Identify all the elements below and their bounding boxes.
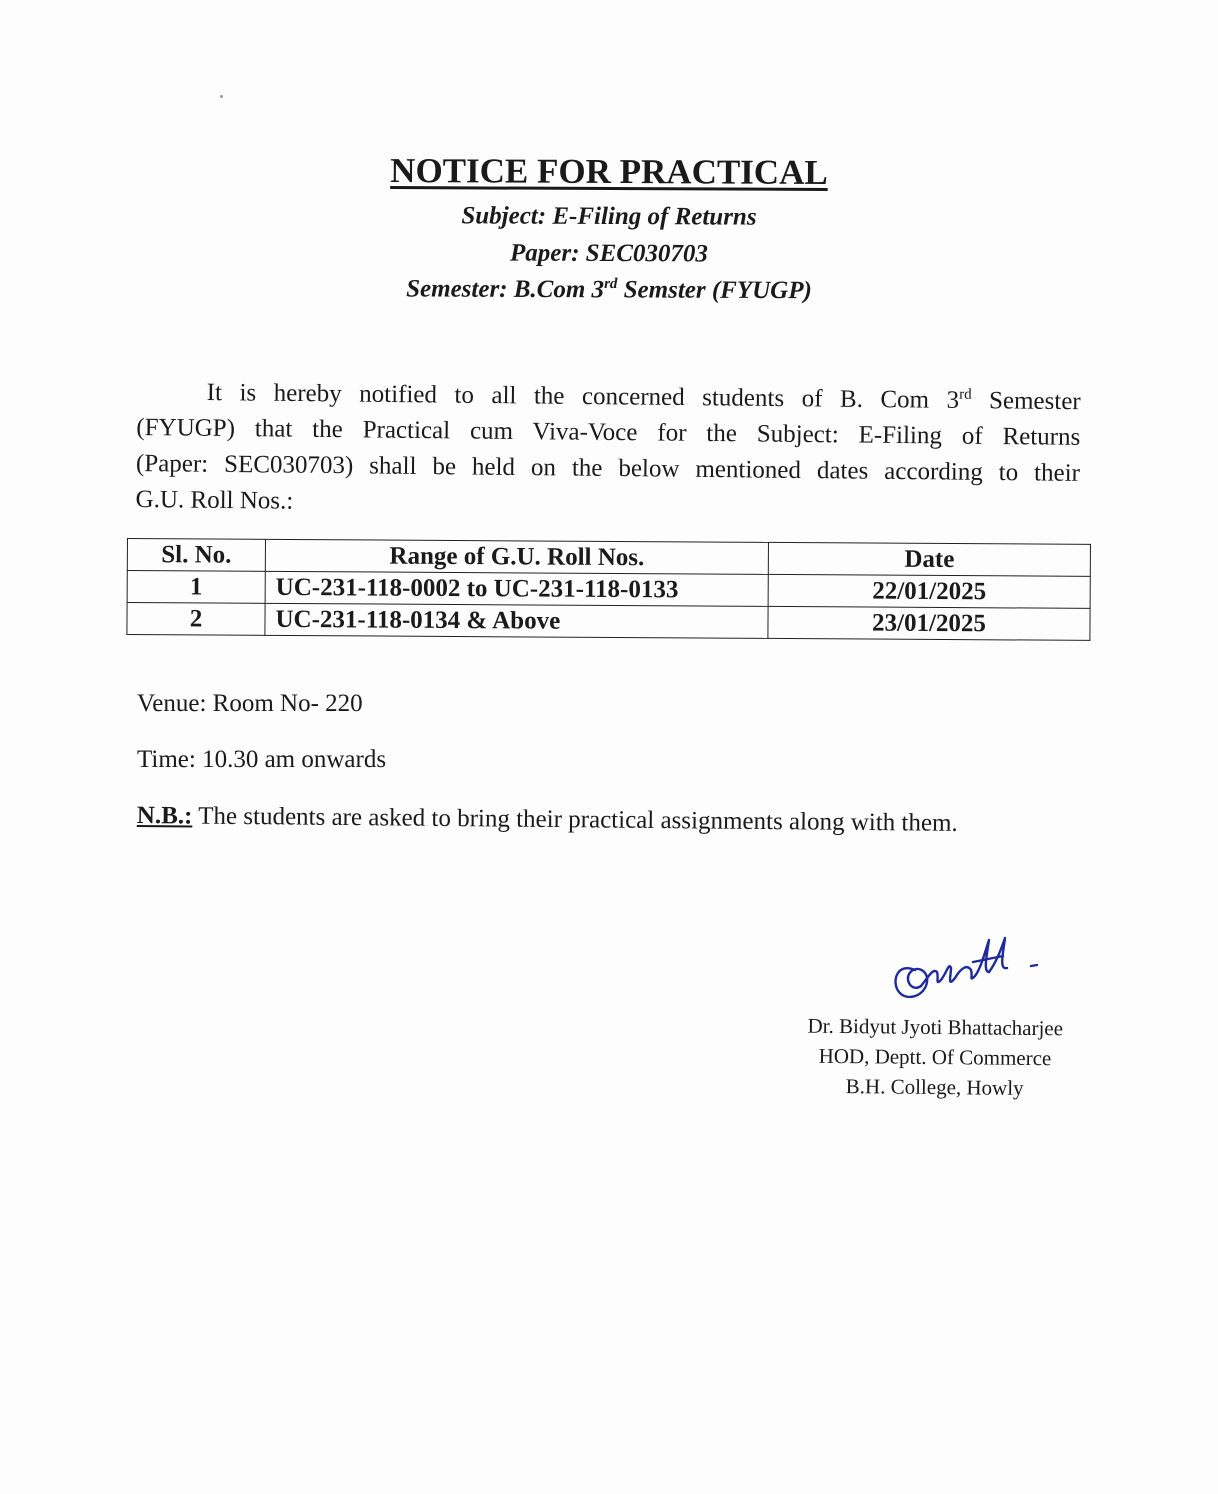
header-roll-range: Range of G.U. Roll Nos.	[265, 539, 768, 574]
handwritten-signature	[885, 932, 1045, 1007]
header-date: Date	[768, 542, 1090, 576]
table-row	[127, 603, 1090, 641]
semester-line: Semester: B.Com 3rd Semster (FYUGP)	[406, 275, 812, 305]
nb-label: N.B.:	[136, 802, 193, 830]
cell-date: 23/01/2025	[768, 606, 1090, 640]
cell-roll-range: UC-231-118-0134 & Above	[265, 603, 768, 638]
header-sl-no: Sl. No.	[127, 539, 265, 572]
time-text: Time: 10.30 am onwards	[137, 746, 387, 773]
body-line-3: (Paper: SEC030703) shall be held on the below mentioned dates according to their	[135, 450, 1081, 488]
paper-line: Paper: SEC030703	[509, 239, 709, 268]
subject-line: Subject: E-Filing of Returns	[461, 202, 757, 231]
nb-text: The students are asked to bring their practical assignments along with them.	[192, 802, 958, 837]
signatory-name: Dr. Bidyut Jyoti Bhattacharjee	[807, 1013, 1064, 1041]
body-line-2: (FYUGP) that the Practical cum Viva-Voce for the Subject: E-Filing of Returns	[136, 414, 1081, 452]
notice-body	[135, 368, 1081, 528]
cell-sl-no: 2	[127, 603, 265, 636]
cell-roll-range: UC-231-118-0002 to UC-231-118-0133	[265, 571, 768, 606]
body-line-4: G.U. Roll Nos.:	[135, 486, 294, 515]
body-line-1: It is hereby notified to all the concerned students of B. Com 3rd Semester	[206, 379, 1081, 416]
venue-text: Venue: Room No- 220	[137, 690, 363, 717]
signatory-designation: HOD, Deptt. Of Commerce	[818, 1043, 1052, 1071]
signatory-block	[785, 1010, 1086, 1103]
nb-note	[137, 802, 958, 838]
scan-speck	[220, 95, 223, 98]
roll-number-table	[126, 538, 1091, 641]
notice-title: NOTICE FOR PRACTICAL	[390, 151, 828, 192]
cell-sl-no: 1	[127, 571, 265, 604]
cell-date: 22/01/2025	[768, 574, 1090, 608]
signatory-institution: B.H. College, Howly	[845, 1074, 1024, 1100]
